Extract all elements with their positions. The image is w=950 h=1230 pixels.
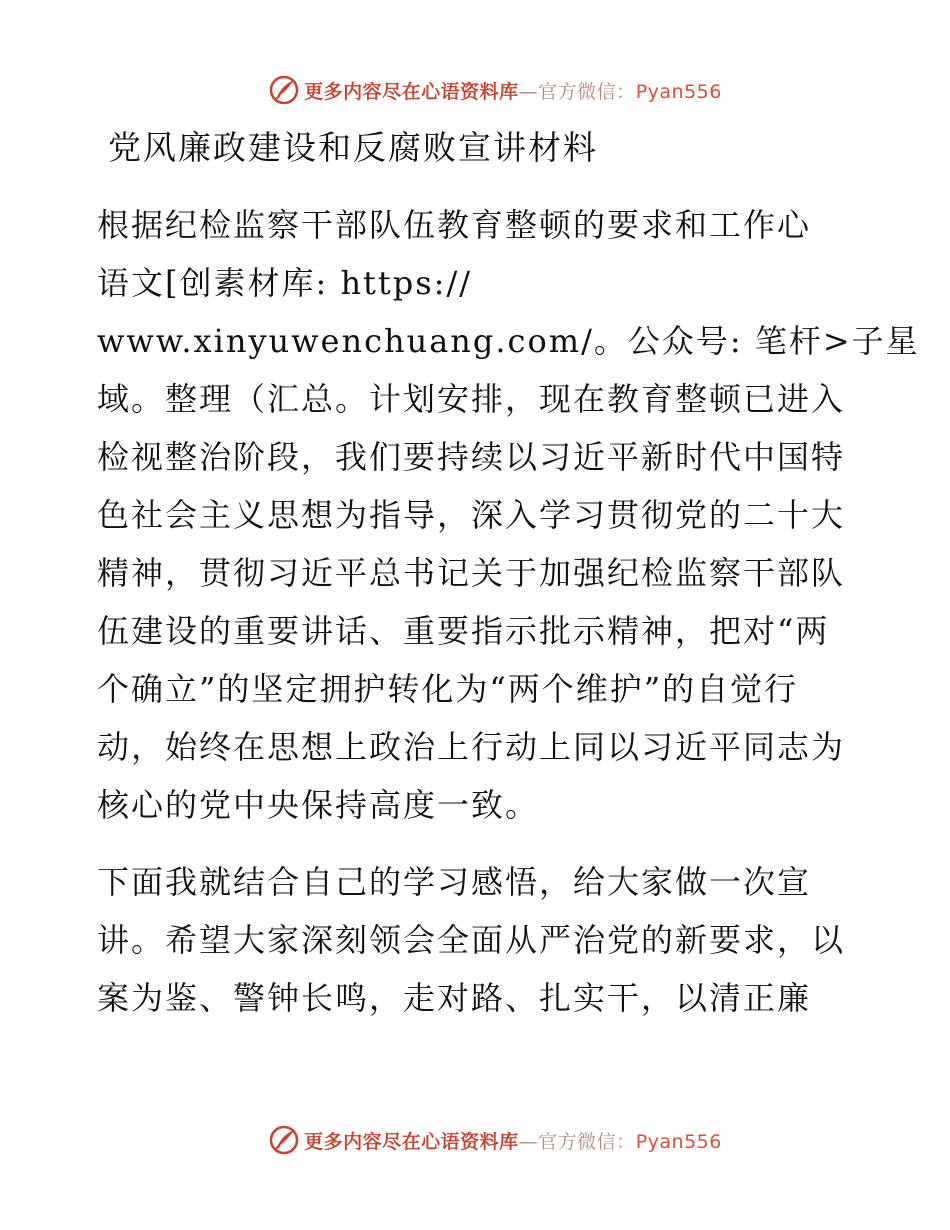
footer-banner — [0, 1120, 950, 1160]
paragraph-line: 核心的党中央保持高度一致。 — [97, 786, 540, 824]
paragraph-line: 伍建设的重要讲话、重要指示批示精神，把对“两 — [97, 612, 830, 650]
paragraph-line: 下面我就结合自己的学习感悟，给大家做一次宣 — [97, 863, 812, 901]
header-banner — [0, 70, 950, 110]
banner-wechat-id: Pyan556 — [635, 1130, 722, 1153]
paragraph-line: 案为鉴、警钟长鸣，走对路、扎实干，以清正廉 — [97, 979, 812, 1017]
paragraph-line: 讲。希望大家深刻领会全面从严治党的新要求，以 — [97, 921, 846, 959]
paragraph-line: 精神，贯彻习近平总书记关于加强纪检监察干部队 — [97, 554, 846, 592]
paragraph-line: 色社会主义思想为指导，深入学习贯彻党的二十大 — [97, 496, 846, 534]
banner-main-text: 更多内容尽在心语资料库 — [304, 1130, 519, 1153]
banner-separator: — — [518, 80, 539, 103]
paragraph-2 — [97, 853, 857, 1027]
quill-logo-icon — [268, 1124, 300, 1156]
header-banner-content — [268, 74, 722, 106]
banner-label: 官方微信： — [538, 1130, 636, 1153]
paragraph-line: 域。整理（汇总。计划安排，现在教育整顿已进入 — [97, 380, 846, 418]
paragraph-line: 检视整治阶段，我们要持续以习近平新时代中国特 — [97, 438, 846, 476]
footer-banner-text — [304, 1127, 722, 1154]
paragraph-line: 动，始终在思想上政治上行动上同以习近平同志为 — [97, 728, 846, 766]
paragraph-line: 个确立”的坚定拥护转化为“两个维护”的自觉行 — [97, 670, 799, 708]
banner-separator: — — [518, 1130, 539, 1153]
paragraph-1 — [97, 196, 920, 834]
banner-label: 官方微信： — [538, 80, 636, 103]
paragraph-line: 根据纪检监察干部队伍教育整顿的要求和工作心 — [97, 206, 812, 244]
paragraph-line: www.xinyuwenchuang.com/。公众号: 笔杆>子星 — [97, 322, 920, 360]
header-banner-text — [304, 77, 722, 104]
paragraph-line: 语文[创素材库: https:// — [97, 264, 473, 302]
banner-wechat-id: Pyan556 — [635, 80, 722, 103]
document-title: 党风廉政建设和反腐败宣讲材料 — [108, 128, 598, 167]
quill-logo-icon — [268, 74, 300, 106]
footer-banner-content — [268, 1124, 722, 1156]
banner-main-text: 更多内容尽在心语资料库 — [304, 80, 519, 103]
